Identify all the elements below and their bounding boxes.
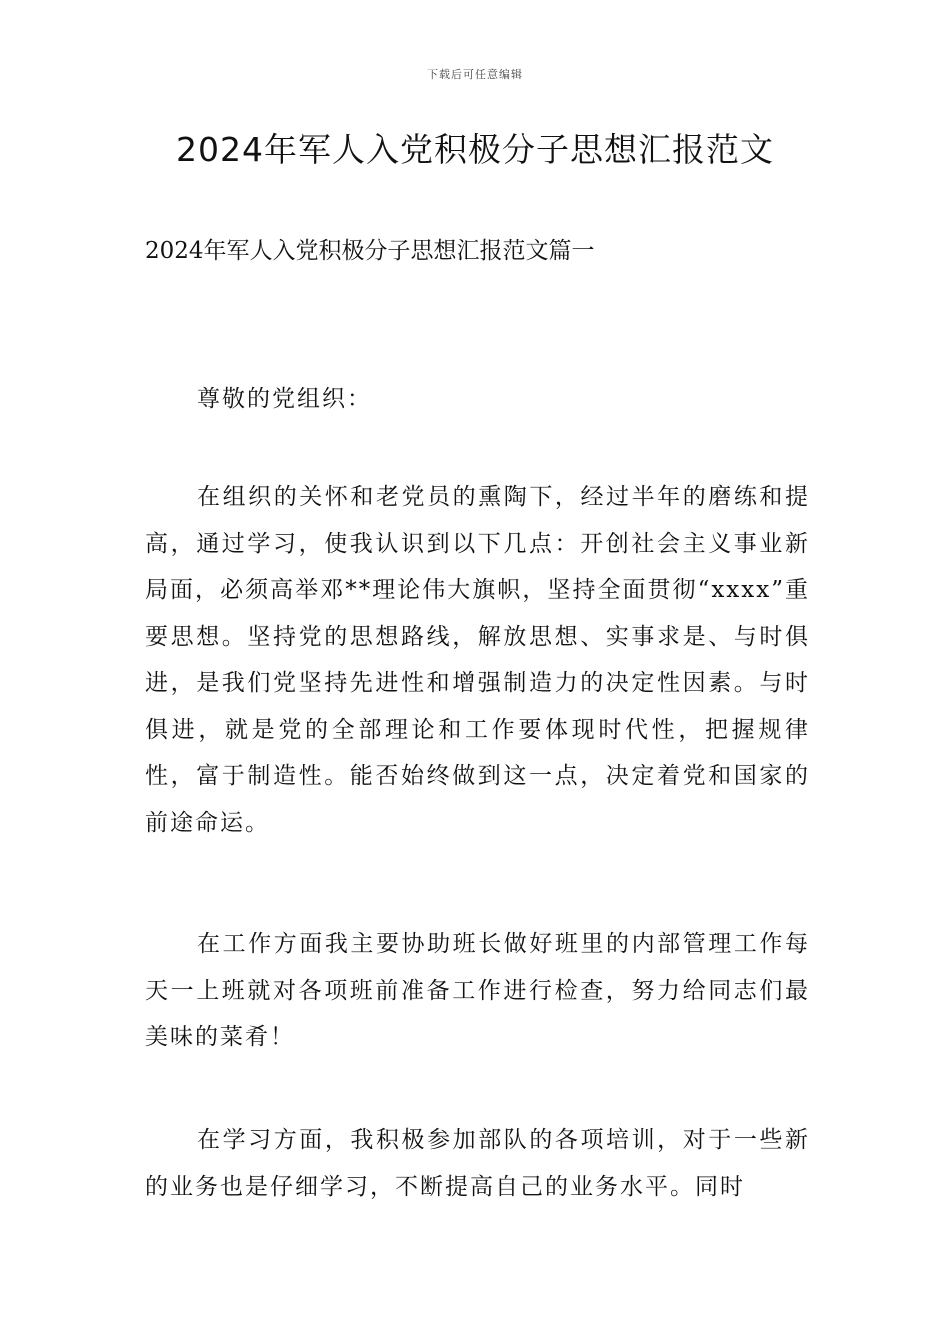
paragraph-2: 在工作方面我主要协助班长做好班里的内部管理工作每天一上班就对各项班前准备工作进行检查，努力给同志们最美味的菜肴！ — [145, 931, 810, 1050]
paragraph-3: 在学习方面，我积极参加部队的各项培训，对于一些新的业务也是仔细学习，不断提高自己的业务水平。同时 — [145, 1127, 810, 1200]
paragraph-1: 在组织的关怀和老党员的熏陶下，经过半年的磨练和提高，通过学习，使我认识到以下几点：开创社会主义事业新局面，必须高举邓**理论伟大旗帜，坚持全面贯彻“xxxx”重要思想。坚持党的思想路线，解放思想、实事求是、与时俱进，是我们党坚持先进性和增强制造力的决定性因素。与时俱进，就是党的全部理论和工作要体现时代性，把握规律性，富于制造性。能否始终做到这一点，决定着党和国家的前途命运。 — [145, 484, 810, 836]
document-subtitle: 2024年军人入党积极分子思想汇报范文篇一 — [145, 238, 595, 264]
document-title: 2024年军人入党积极分子思想汇报范文 — [176, 130, 774, 169]
header-note: 下载后可任意编辑 — [427, 68, 523, 81]
salutation: 尊敬的党组织： — [197, 386, 372, 412]
